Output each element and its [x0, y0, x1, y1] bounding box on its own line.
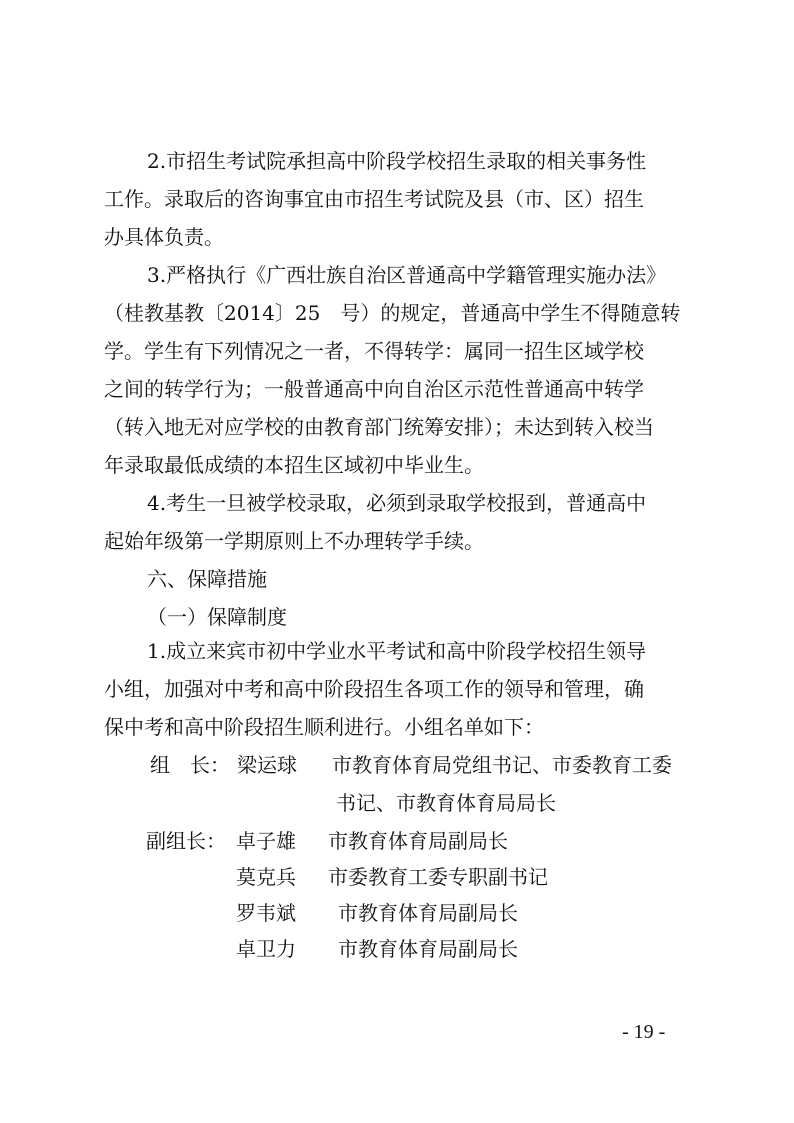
subsection-heading: （一）保障制度 — [147, 605, 287, 629]
member-name: 莫克兵 — [236, 865, 296, 889]
paragraph-line: 4.考生一旦被学校录取，必须到录取学校报到，普通高中 — [147, 491, 647, 515]
member-name: 卓子雄 — [236, 829, 296, 853]
paragraph-line: 学。学生有下列情况之一者，不得转学：属同一招生区域学校 — [104, 339, 644, 363]
page-number: - 19 - — [622, 1021, 666, 1043]
paragraph-line: （转入地无对应学校的由教育部门统筹安排）；未达到转入校当 — [104, 415, 654, 439]
member-name: 梁运球 — [237, 753, 297, 777]
member-title: 市教育体育局党组书记、市委教育工委 — [332, 753, 672, 777]
paragraph-line: 办具体负责。 — [104, 225, 224, 249]
member-title: 市教育体育局副局长 — [338, 901, 518, 925]
paragraph-line: 工作。录取后的咨询事宜由市招生考试院及县（市、区）招生 — [104, 187, 644, 211]
paragraph-line: 3.严格执行《广西壮族自治区普通高中学籍管理实施办法》 — [147, 263, 667, 287]
member-title: 市委教育工委专职副书记 — [328, 865, 548, 889]
paragraph-line: 之间的转学行为；一般普通高中向自治区示范性普通高中转学 — [104, 377, 644, 401]
member-title: 市教育体育局副局长 — [328, 829, 508, 853]
member-title: 市教育体育局副局长 — [338, 937, 518, 961]
member-role: 副组长： — [146, 829, 226, 853]
member-name: 罗韦斌 — [236, 901, 296, 925]
section-heading: 六、保障措施 — [147, 567, 267, 591]
paragraph-line: 1.成立来宾市初中学业水平考试和高中阶段学校招生领导 — [147, 639, 647, 663]
paragraph-line: 2.市招生考试院承担高中阶段学校招生录取的相关事务性 — [147, 149, 647, 173]
paragraph-line: 小组，加强对中考和高中阶段招生各项工作的领导和管理，确 — [104, 677, 644, 701]
member-title-continued: 书记、市教育体育局局长 — [336, 791, 556, 815]
paragraph-line: 保中考和高中阶段招生顺利进行。小组名单如下： — [104, 715, 544, 739]
paragraph-line: 起始年级第一学期原则上不办理转学手续。 — [104, 529, 484, 553]
paragraph-line: 年录取最低成绩的本招生区域初中毕业生。 — [104, 453, 484, 477]
member-name: 卓卫力 — [236, 937, 296, 961]
paragraph-line: （桂教基教〔2014〕25 号）的规定，普通高中学生不得随意转 — [104, 301, 681, 325]
member-role: 组 长： — [150, 753, 230, 777]
